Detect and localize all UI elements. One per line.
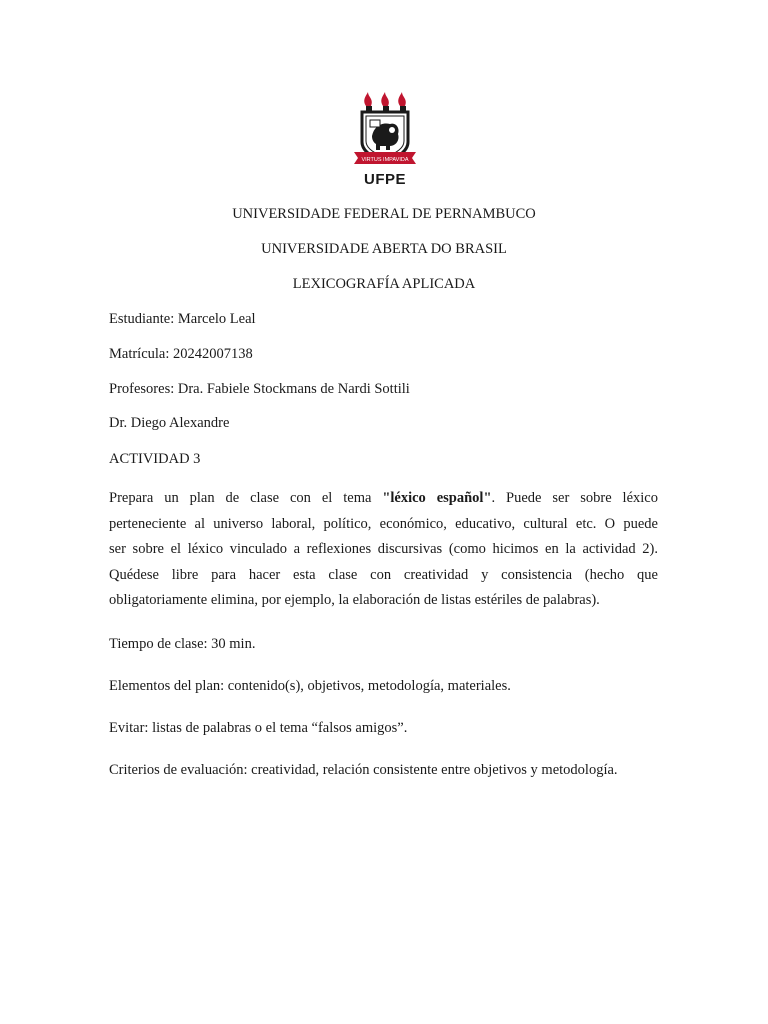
student-line: Estudiante: Marcelo Leal [109,311,256,327]
activity-heading: ACTIVIDAD 3 [109,451,201,467]
topic-highlight: "léxico español" [382,490,492,506]
ufpe-logo [352,92,418,190]
course-title: LEXICOGRAFÍA APLICADA [292,276,476,292]
paragraph-line: perteneciente al universo laboral, político, económico, educativo, cultural etc. O puede [109,515,658,532]
paragraph-line: obligatoriamente elimina, por ejemplo, la elaboración de listas estériles de palabras). [109,592,600,608]
assignment-paragraph [109,486,658,614]
paragraph-line: Prepara un plan de clase con el tema "léxico español". Puede ser sobre léxico [109,490,658,506]
ufpe-crest-icon [352,92,418,172]
avoid-line: Evitar: listas de palabras o el tema “falsos amigos”. [109,720,408,736]
paragraph-line: Quédese libre para hacer esta clase con creatividad y consistencia (hecho que [109,566,658,583]
paragraph-line: ser sobre el léxico vinculado a reflexiones discursivas (como hicimos en la actividad 2). [109,541,658,557]
plan-elements-line: Elementos del plan: contenido(s), objetivos, metodología, materiales. [109,678,511,694]
class-time-line: Tiempo de clase: 30 min. [109,636,256,652]
criteria-line: Criterios de evaluación: creatividad, relación consistente entre objetivos y metodología. [109,762,618,778]
professors-line: Profesores: Dra. Fabiele Stockmans de Nardi Sottili [109,381,410,397]
logo-motto: VIRTUS IMPAVIDA [361,157,409,163]
enrollment-line: Matrícula: 20242007138 [109,346,253,362]
open-university-name: UNIVERSIDADE ABERTA DO BRASIL [261,241,507,257]
logo-text: UFPE [363,171,406,188]
professor2-line: Dr. Diego Alexandre [109,415,230,431]
university-name: UNIVERSIDADE FEDERAL DE PERNAMBUCO [232,206,536,222]
